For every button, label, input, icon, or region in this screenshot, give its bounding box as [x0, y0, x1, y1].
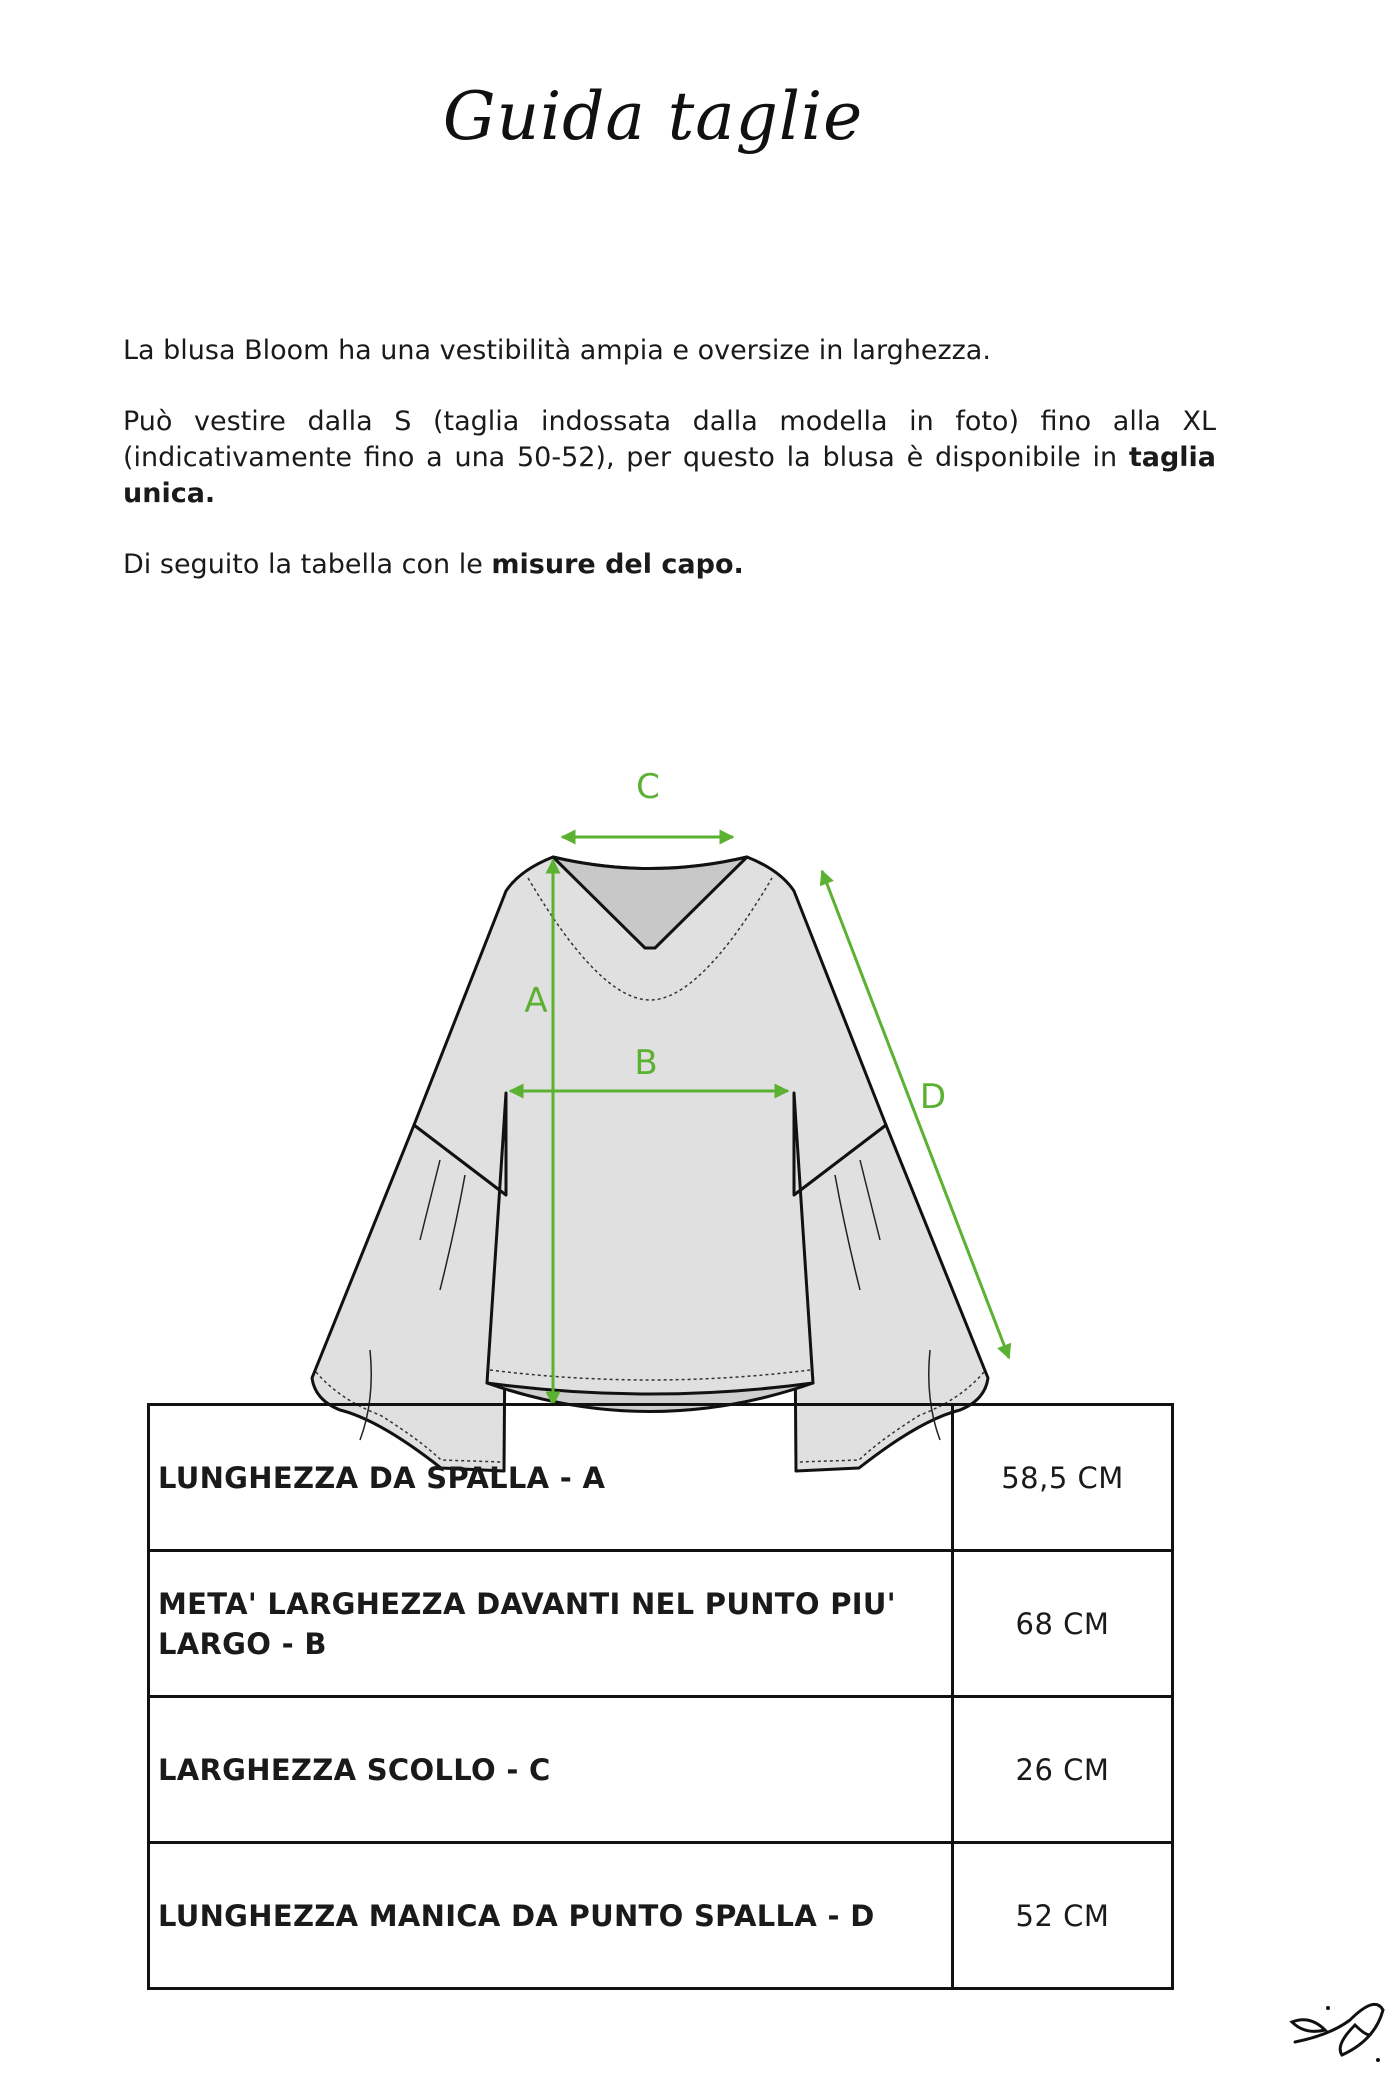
measurement-label: LARGHEZZA SCOLLO - C — [149, 1697, 953, 1843]
label-d: D — [919, 1077, 947, 1117]
measurements-table — [147, 1403, 1174, 1990]
intro-paragraph-1: La blusa Bloom ha una vestibilità ampia e oversize in larghezza. — [123, 335, 991, 366]
blouse-drawing — [312, 857, 988, 1471]
page-title: Guida taglie — [442, 78, 864, 155]
label-b: B — [634, 1043, 658, 1083]
measurement-label: META' LARGHEZZA DAVANTI NEL PUNTO PIU' LARGO - B — [149, 1551, 953, 1697]
table-row — [149, 1697, 1173, 1843]
measurement-label: LUNGHEZZA MANICA DA PUNTO SPALLA - D — [149, 1843, 953, 1989]
signature-logo-icon — [1280, 1990, 1390, 2090]
measurement-value: 58,5 CM — [953, 1405, 1173, 1551]
label-a: A — [524, 981, 548, 1021]
label-c: C — [636, 767, 660, 807]
measurement-value: 26 CM — [953, 1697, 1173, 1843]
measurement-label: LUNGHEZZA DA SPALLA - A — [149, 1405, 953, 1551]
intro-paragraph-3-bold: misure del capo. — [491, 549, 744, 580]
intro-paragraph-3-text: Di seguito la tabella con le — [123, 549, 492, 580]
measurement-value: 52 CM — [953, 1843, 1173, 1989]
intro-paragraph-2-text: Può vestire dalla S (taglia indossata dalla modella in foto) fino alla XL (indicativamente fino a una 50-52), per questo la blusa è disponibile in — [123, 406, 1216, 473]
measurement-value: 68 CM — [953, 1551, 1173, 1697]
intro-paragraph-2-bold: taglia unica. — [123, 442, 1216, 509]
table-row — [149, 1843, 1173, 1989]
table-row — [149, 1405, 1173, 1551]
table-row — [149, 1551, 1173, 1697]
